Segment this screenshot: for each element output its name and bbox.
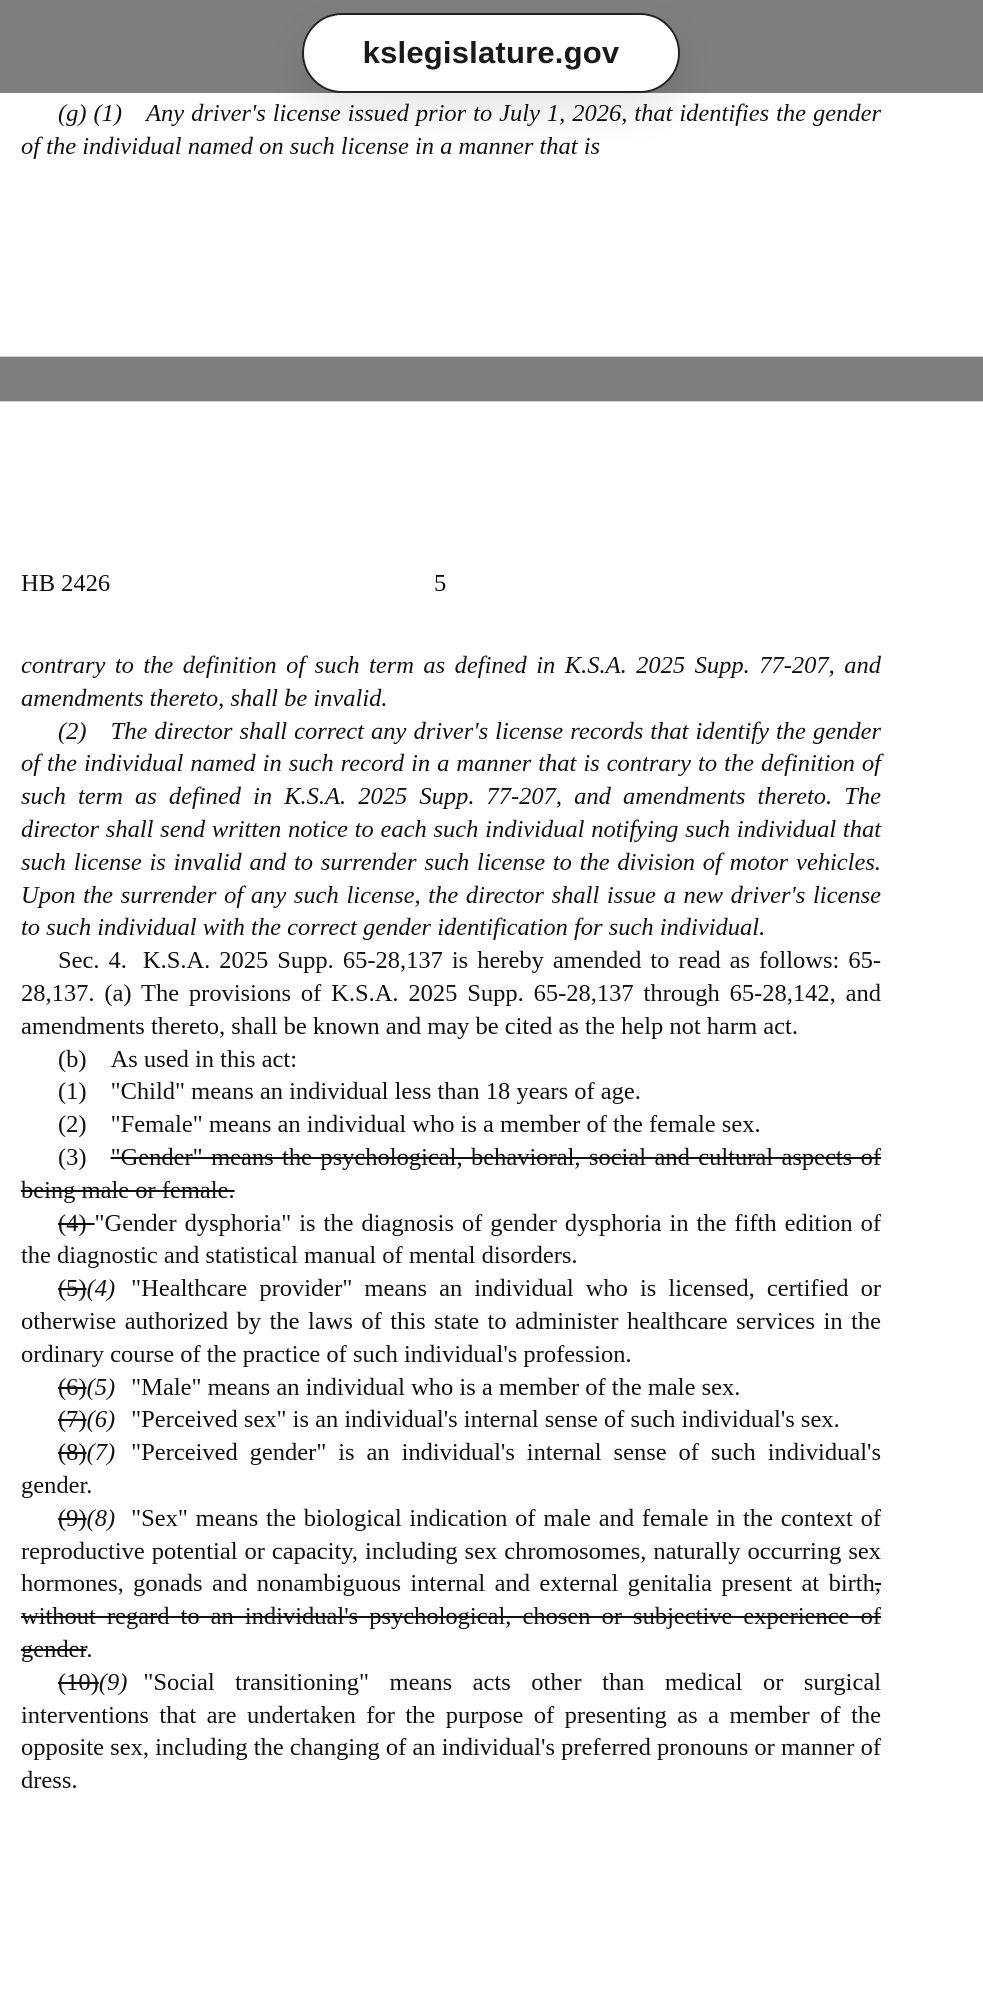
url-domain: kslegislature.gov — [362, 35, 620, 70]
page-separator — [0, 356, 983, 402]
page-number: 5 — [434, 570, 447, 597]
definition-text: "Social transitioning" means acts other than medical or surgical interventions that are undertaken for the purpose of presenting as a member of the opposite sex, including the changing of an individual's preferred pronouns or manner of dress. — [21, 1668, 881, 1795]
struck-text: "Gender" means the psychological, behavioral, social and cultural aspects of being male or female. — [21, 1143, 881, 1204]
definition-healthcare-provider — [21, 1273, 881, 1371]
definition-label: (2) — [58, 1111, 87, 1139]
page-5-body — [21, 650, 881, 1798]
definition-social-transitioning — [21, 1667, 881, 1798]
definition-text: "Female" means an individual who is a member of the female sex. — [110, 1111, 761, 1139]
paragraph-label: (2) — [58, 717, 87, 745]
new-label: (5) — [86, 1373, 116, 1401]
definition-text: "Sex" means the biological indication of male and female in the context of reproductive potential or capacity, including sex chromosomes, naturally occurring sex hormones, gonads and nonambiguous internal and external genitalia present at birth — [21, 1504, 881, 1598]
definition-child — [21, 1076, 881, 1109]
definition-gender-dysphoria — [21, 1208, 881, 1274]
old-label-struck: (6) — [58, 1373, 87, 1401]
paragraph-text: Any driver's license issued prior to July 1, 2026, that identifies the gender of the individual named on such license in a manner that is — [21, 100, 881, 160]
paragraph-text: The director shall correct any driver's license records that identify the gender of the individual named in such record in a manner that is contrary to the definition of such term as defined in K.S.A. 2025 Supp. 77-207, and amendments thereto. The director shall send written notice to each such individual notifying such individual that such license is invalid and to surrender such license to the division of motor vehicles. Upon the surrender of any such license, the director shall issue a new driver's license to such individual with the correct gender identification for such individual. — [21, 717, 881, 942]
definition-perceived-sex — [21, 1404, 881, 1437]
definition-gender-struck — [21, 1142, 881, 1208]
paragraph-g1 — [21, 98, 881, 164]
old-label-struck: (5) — [58, 1275, 87, 1303]
struck-text: , without regard to an individual's psychological, chosen or subjective experience of gender — [21, 1570, 881, 1663]
definition-text: "Child" means an individual less than 18 years of age. — [110, 1078, 641, 1106]
definition-text: "Healthcare provider" means an individual who is licensed, certified or otherwise authorized by the laws of this state to administer healthcare services in the ordinary course of the practice of such individual's profession. — [21, 1275, 881, 1368]
url-bar[interactable] — [302, 13, 680, 93]
old-label-struck: (4) — [58, 1209, 95, 1237]
paragraph-text: As used in this act: — [110, 1045, 298, 1073]
new-label: (8) — [86, 1504, 116, 1532]
paragraph-g2 — [21, 716, 881, 946]
new-label: (7) — [86, 1439, 116, 1467]
definition-text: "Gender dysphoria" is the diagnosis of gender dysphoria in the fifth edition of the diagnostic and statistical manual of mental disorders. — [21, 1209, 881, 1270]
definition-female — [21, 1109, 881, 1142]
definition-label: (3) — [58, 1143, 87, 1171]
old-label-struck: (8) — [58, 1439, 87, 1467]
old-label-struck: (7) — [58, 1406, 87, 1434]
old-label-struck: (10) — [58, 1668, 99, 1696]
paragraph-label: (b) — [58, 1045, 87, 1073]
section-label: Sec. 4. — [58, 947, 127, 975]
definition-perceived-gender — [21, 1437, 881, 1503]
section-4 — [21, 945, 881, 1043]
definition-text: "Male" means an individual who is a member of the male sex. — [131, 1373, 741, 1401]
definition-male — [21, 1372, 881, 1405]
old-label-struck: (9) — [58, 1504, 87, 1532]
definition-text: "Perceived gender" is an individual's internal sense of such individual's gender. — [21, 1439, 881, 1499]
definition-label: (1) — [58, 1078, 87, 1106]
new-label: (6) — [86, 1406, 116, 1434]
section-text: K.S.A. 2025 Supp. 65-28,137 is hereby amended to read as follows: 65-28,137. (a) The provisions of K.S.A. 2025 Supp. 65-28,137 through 65-28,142, and amendments thereto, shall be known and may be cited as the help not harm act. — [21, 947, 881, 1040]
bill-id: HB 2426 — [21, 570, 111, 597]
new-label: (4) — [86, 1275, 116, 1303]
paragraph-label: (g) (1) — [58, 100, 123, 127]
new-label: (9) — [98, 1668, 128, 1696]
definition-sex — [21, 1503, 881, 1667]
page-header — [21, 570, 881, 602]
paragraph-b — [21, 1044, 881, 1077]
definition-tail: . — [86, 1635, 93, 1663]
page-4-tail — [21, 98, 881, 164]
definition-text: "Perceived sex" is an individual's internal sense of such individual's sex. — [131, 1406, 840, 1434]
paragraph-g1-continued: contrary to the definition of such term as defined in K.S.A. 2025 Supp. 77-207, and amendments thereto, shall be invalid. — [21, 652, 881, 712]
